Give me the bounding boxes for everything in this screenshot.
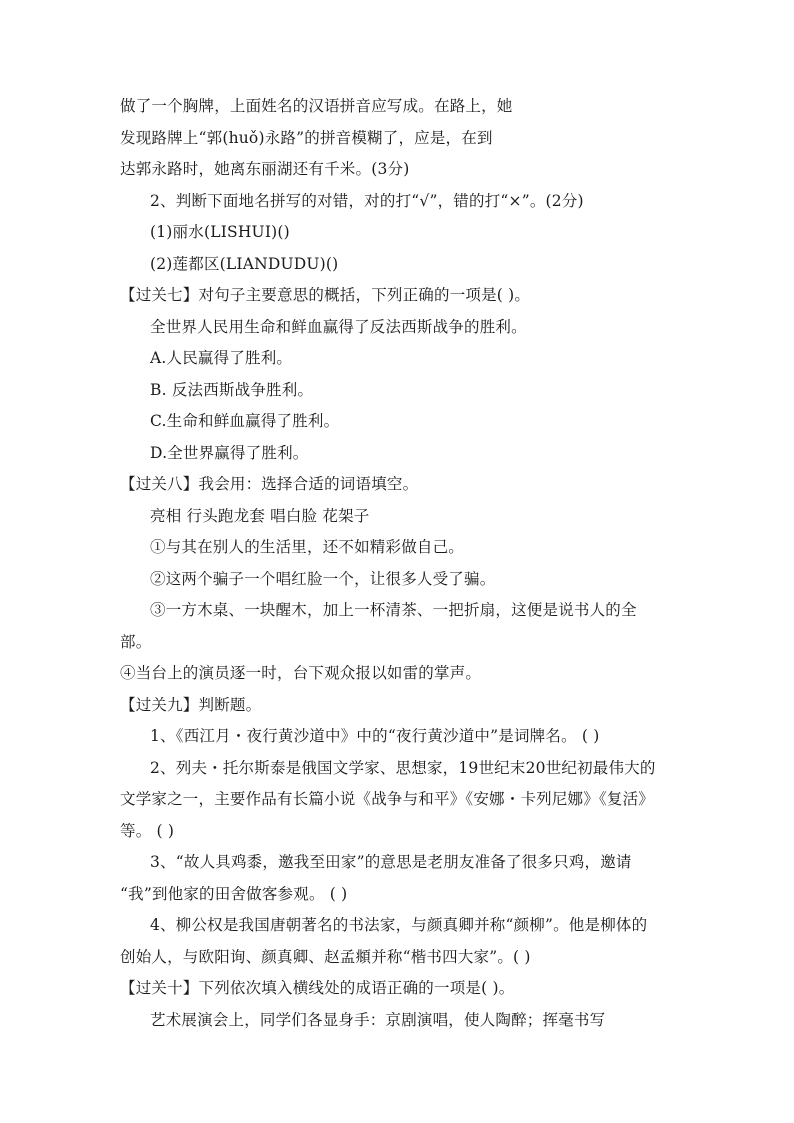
question-line: 2、列夫・托尔斯泰是俄国文学家、思想家，19世纪末20世纪初最伟大的 [150,759,656,777]
option-c: C.生命和鲜血赢得了胜利。 [150,412,340,430]
text-line: ④当台上的演员逐一时，台下观众报以如雷的掌声。 [120,664,482,682]
option-b: B. 反法西斯战争胜利。 [150,381,314,399]
section-heading: 【过关十】下列依次填入横线处的成语正确的一项是( )。 [120,979,515,997]
text-line: ①与其在别人的生活里，还不如精彩做自己。 [150,538,465,556]
text-line: (2)莲都区(LIANDUDU)() [150,255,339,273]
text-line: 发现路牌上“郭(huǒ)永路”的拼音模糊了，应是，在到 [120,129,493,147]
text-line: 艺术展演会上，同学们各显身手：京剧演唱，使人陶醉；挥毫书写 [150,1011,606,1029]
text-line: 等。 ( ) [120,822,175,840]
section-heading: 【过关八】我会用：选择合适的词语填空。 [120,475,419,493]
text-line: 部。 [120,633,152,651]
question-line: 4、柳公权是我国唐朝著名的书法家，与颜真卿并称“颜柳”。他是柳体的 [150,916,648,934]
text-line: “我”到他家的田舍做客参观。 ( ) [120,885,348,903]
text-line: 创始人，与欧阳询、颜真卿、赵孟頫并称“楷书四大家”。( ) [120,948,531,966]
text-line: 达郭永路时，她离东丽湖还有千米。(3分) [120,160,410,178]
question-line: 1、《西江月・夜行黄沙道中》中的“夜行黄沙道中”是词牌名。 ( ) [150,727,600,745]
text-line: 做了一个胸牌，上面姓名的汉语拼音应写成。在路上，她 [120,97,513,115]
option-a: A.人民赢得了胜利。 [150,349,293,367]
text-line: 文学家之一，主要作品有长篇小说《战争与和平》《安娜・卡列尼娜》《复活》 [120,790,655,808]
option-d: D.全世界赢得了胜利。 [150,444,309,462]
text-line: (1)丽水(LISHUI)() [150,223,290,241]
question-line: 2、判断下面地名拼写的对错，对的打“√”，错的打“×”。(2分) [150,192,584,210]
word-bank: 亮相 行头跑龙套 唱白脸 花架子 [150,507,370,525]
text-line: ③一方木桌、一块醒木，加上一杯清茶、一把折扇，这便是说书人的全 [150,601,637,619]
section-heading: 【过关七】对句子主要意思的概括，下列正确的一项是( )。 [120,286,531,304]
question-line: 3、“故人具鸡黍，邀我至田家”的意思是老朋友准备了很多只鸡，邀请 [150,853,632,871]
section-heading: 【过关九】判断题。 [120,696,262,714]
text-line: ②这两个骗子一个唱红脸一个，让很多人受了骗。 [150,570,496,588]
text-line: 全世界人民用生命和鲜血赢得了反法西斯战争的胜利。 [150,318,527,336]
